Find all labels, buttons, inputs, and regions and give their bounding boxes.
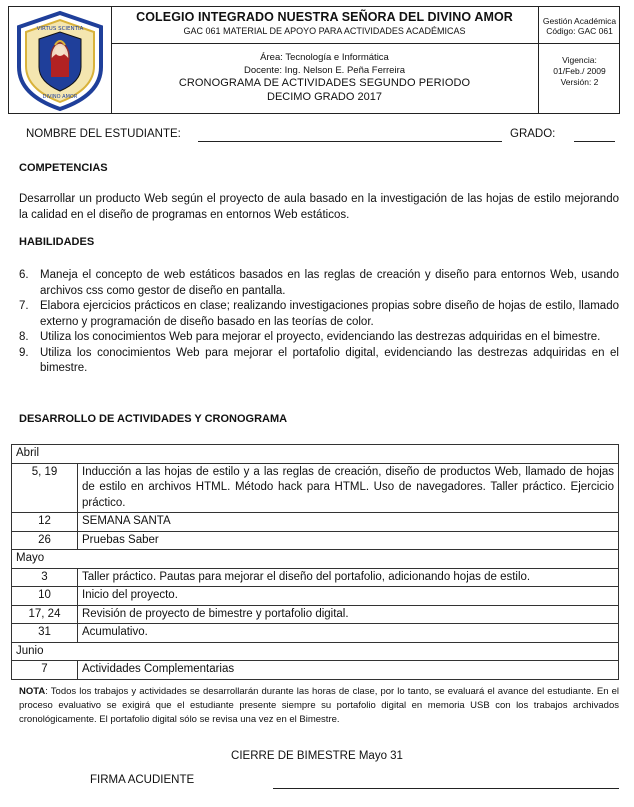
month-row bbox=[12, 550, 619, 569]
item-number: 8. bbox=[19, 331, 29, 343]
closing-date: CIERRE DE BIMESTRE Mayo 31 bbox=[231, 750, 403, 762]
signature-field[interactable] bbox=[273, 788, 619, 789]
header-center bbox=[111, 7, 538, 113]
schedule-title: CRONOGRAMA DE ACTIVIDADES SEGUNDO PERIODO bbox=[178, 77, 471, 89]
table-row bbox=[12, 568, 619, 587]
competencias-text: Desarrollar un producto Web según el proyecto de aula basado en la investigación de las hojas de estilo mejorando la calidad en el diseño de programas en entornos Web estáticos. bbox=[19, 193, 619, 221]
logo-name-text: DIVINO AMOR bbox=[42, 94, 78, 100]
schedule-table bbox=[11, 444, 619, 680]
note-label: NOTA bbox=[19, 686, 46, 697]
activity-cell: Taller práctico. Pautas para mejorar el diseño del portafolio, adicionando hojas de estilo. bbox=[78, 568, 619, 587]
activity-cell: Inicio del proyecto. bbox=[78, 587, 619, 606]
month-label: Mayo bbox=[12, 550, 619, 569]
list-item bbox=[19, 346, 619, 377]
school-name: COLEGIO INTEGRADO NUESTRA SEÑORA DEL DIVINO AMOR bbox=[136, 10, 513, 24]
list-item bbox=[19, 330, 619, 346]
date-cell: 3 bbox=[12, 568, 78, 587]
activity-cell: Acumulativo. bbox=[78, 624, 619, 643]
activity-cell: Inducción a las hojas de estilo y a las reglas de creación, diseño de productos Web, llamado de hojas de estilo en archivos HTML. Método hack para HTML. Uso de navegadores. Taller práctico. Ejercicio práctico. bbox=[78, 463, 619, 513]
activity-cell: Pruebas Saber bbox=[78, 531, 619, 550]
version-label: Versión: 2 bbox=[560, 77, 599, 87]
table-row bbox=[12, 531, 619, 550]
date-cell: 26 bbox=[12, 531, 78, 550]
item-text: Utiliza los conocimientos Web para mejorar el proyecto, evidenciando las destrezas adquiridas en el bimestre. bbox=[40, 331, 601, 343]
grade-label: GRADO: bbox=[510, 128, 556, 140]
note-paragraph bbox=[19, 685, 619, 727]
table-row bbox=[12, 587, 619, 606]
month-row bbox=[12, 445, 619, 464]
item-text: Maneja el concepto de web estáticos basados en las reglas de creación y diseño para entornos Web, usando archivos css como gestor de diseño en pantalla. bbox=[40, 269, 619, 297]
student-name-field[interactable] bbox=[198, 141, 502, 142]
habilidades-heading: HABILIDADES bbox=[19, 236, 95, 248]
date-cell: 31 bbox=[12, 624, 78, 643]
management-block bbox=[539, 7, 620, 44]
code-label: Código: GAC 061 bbox=[546, 26, 613, 36]
area-label: Área: Tecnología e Informática bbox=[260, 52, 389, 63]
date-cell: 5, 19 bbox=[12, 463, 78, 513]
table-row bbox=[12, 605, 619, 624]
item-number: 6. bbox=[19, 269, 29, 281]
date-cell: 7 bbox=[12, 661, 78, 680]
header-title-block bbox=[111, 7, 538, 44]
table-row bbox=[12, 661, 619, 680]
validity-date: 01/Feb./ 2009 bbox=[553, 66, 606, 76]
table-row bbox=[12, 513, 619, 532]
activity-cell: Revisión de proyecto de bimestre y portafolio digital. bbox=[78, 605, 619, 624]
month-label: Junio bbox=[12, 642, 619, 661]
management-label: Gestión Académica bbox=[542, 16, 617, 26]
grade-year: DECIMO GRADO 2017 bbox=[267, 91, 382, 103]
item-text: Elabora ejercicios prácticos en clase; realizando investigaciones propias sobre diseño de hojas de estilo, llamado externo y programación de diseño basado en las teorías de color. bbox=[40, 300, 619, 328]
month-row bbox=[12, 642, 619, 661]
month-label: Abril bbox=[12, 445, 619, 464]
item-text: Utiliza los conocimientos Web para mejorar el portafolio digital, evidenciando las destrezas adquiridas en el bimestre. bbox=[40, 346, 619, 374]
table-row bbox=[12, 463, 619, 513]
validity-block bbox=[539, 44, 620, 87]
habilidades-list bbox=[19, 268, 619, 377]
note-text: : Todos los trabajos y actividades se desarrollarán durante las horas de clase, por lo tanto, se evaluará el avance del estudiante. En el proceso evaluativo se exigirá que el estudiante presente siempre su portafolio digital en memoria USB con los trabajos archivados cronológicamente. El portafolio digital sólo se revisa una vez en el Bimestre. bbox=[19, 686, 619, 725]
date-cell: 10 bbox=[12, 587, 78, 606]
header-course-block bbox=[111, 44, 538, 103]
teacher-label: Docente: Ing. Nelson E. Peña Ferreira bbox=[243, 65, 406, 76]
grade-field[interactable] bbox=[574, 141, 615, 142]
desarrollo-heading: DESARROLLO DE ACTIVIDADES Y CRONOGRAMA bbox=[19, 413, 288, 425]
date-cell: 12 bbox=[12, 513, 78, 532]
item-number: 7. bbox=[19, 300, 29, 312]
activity-cell: SEMANA SANTA bbox=[78, 513, 619, 532]
activity-cell: Actividades Complementarias bbox=[78, 661, 619, 680]
logo-cell bbox=[9, 7, 112, 113]
logo-motto-text: VIRTUS SCIENTIA bbox=[36, 26, 84, 32]
signature-label: FIRMA ACUDIENTE bbox=[90, 774, 195, 786]
item-number: 9. bbox=[19, 346, 29, 359]
school-crest-logo bbox=[9, 7, 111, 113]
header-meta bbox=[538, 7, 620, 113]
material-subtitle: GAC 061 MATERIAL DE APOYO PARA ACTIVIDADES ACADÉMICAS bbox=[183, 26, 466, 36]
date-cell: 17, 24 bbox=[12, 605, 78, 624]
competencias-heading: COMPETENCIAS bbox=[19, 162, 108, 174]
list-item bbox=[19, 268, 619, 299]
document-header bbox=[8, 6, 620, 114]
table-row bbox=[12, 624, 619, 643]
list-item bbox=[19, 299, 619, 330]
student-name-label: NOMBRE DEL ESTUDIANTE: bbox=[26, 128, 181, 140]
validity-label: Vigencia: bbox=[562, 55, 597, 65]
